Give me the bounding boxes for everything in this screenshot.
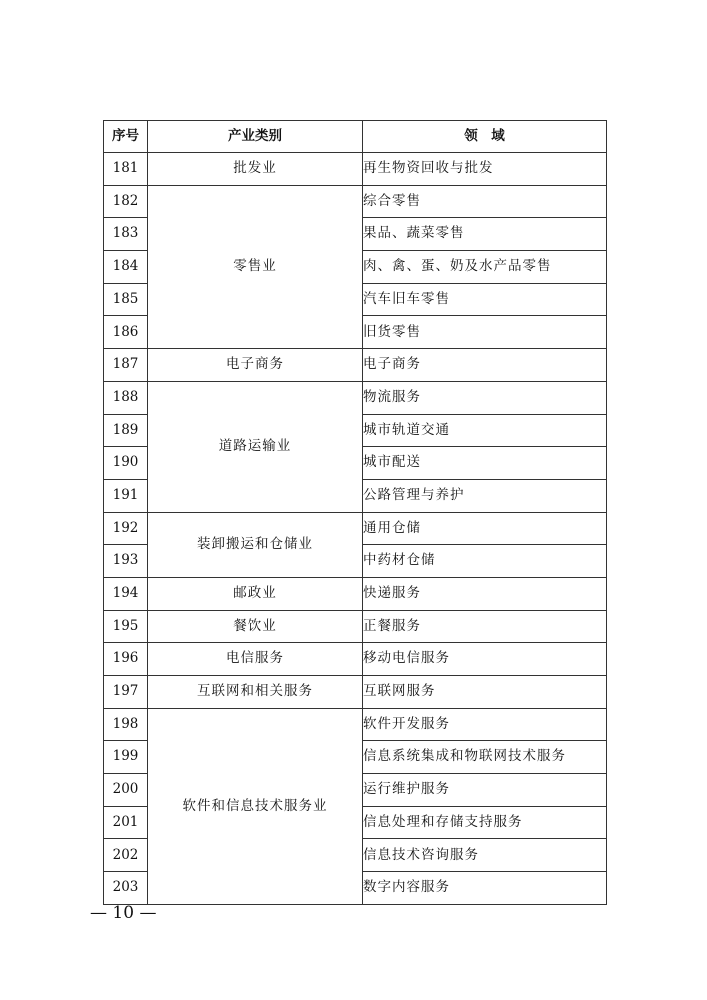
row-number: 188 — [104, 381, 148, 414]
industry-category: 装卸搬运和仓储业 — [148, 512, 363, 577]
table-row — [104, 577, 607, 610]
header-category: 产业类别 — [148, 121, 363, 153]
row-number: 181 — [104, 153, 148, 186]
industry-category: 道路运输业 — [148, 381, 363, 512]
field-cell: 果品、蔬菜零售 — [363, 218, 607, 251]
row-number: 192 — [104, 512, 148, 545]
industry-category: 餐饮业 — [148, 610, 363, 643]
row-number: 198 — [104, 708, 148, 741]
row-number: 196 — [104, 643, 148, 676]
row-number: 184 — [104, 251, 148, 284]
field-cell: 移动电信服务 — [363, 643, 607, 676]
field-cell: 信息处理和存储支持服务 — [363, 806, 607, 839]
field-cell: 运行维护服务 — [363, 774, 607, 807]
industry-category: 电子商务 — [148, 349, 363, 382]
row-number: 183 — [104, 218, 148, 251]
field-cell: 旧货零售 — [363, 316, 607, 349]
field-cell: 物流服务 — [363, 381, 607, 414]
field-cell: 再生物资回收与批发 — [363, 153, 607, 186]
industry-category: 零售业 — [148, 185, 363, 348]
field-cell: 城市配送 — [363, 447, 607, 480]
field-cell: 公路管理与养护 — [363, 479, 607, 512]
header-index: 序号 — [104, 121, 148, 153]
row-number: 199 — [104, 741, 148, 774]
industry-category: 批发业 — [148, 153, 363, 186]
industry-table — [103, 120, 607, 905]
field-cell: 信息技术咨询服务 — [363, 839, 607, 872]
table-body — [104, 153, 607, 905]
field-cell: 电子商务 — [363, 349, 607, 382]
industry-category: 软件和信息技术服务业 — [148, 708, 363, 904]
table-row — [104, 381, 607, 414]
field-cell: 正餐服务 — [363, 610, 607, 643]
field-cell: 通用仓储 — [363, 512, 607, 545]
table-row — [104, 153, 607, 186]
row-number: 189 — [104, 414, 148, 447]
row-number: 187 — [104, 349, 148, 382]
table-row — [104, 349, 607, 382]
header-row — [104, 121, 607, 153]
industry-category: 邮政业 — [148, 577, 363, 610]
row-number: 197 — [104, 676, 148, 709]
table-row — [104, 643, 607, 676]
industry-category: 互联网和相关服务 — [148, 676, 363, 709]
table-row — [104, 676, 607, 709]
row-number: 190 — [104, 447, 148, 480]
field-cell: 综合零售 — [363, 185, 607, 218]
row-number: 193 — [104, 545, 148, 578]
table-row — [104, 610, 607, 643]
row-number: 182 — [104, 185, 148, 218]
field-cell: 信息系统集成和物联网技术服务 — [363, 741, 607, 774]
row-number: 203 — [104, 872, 148, 905]
row-number: 200 — [104, 774, 148, 807]
row-number: 201 — [104, 806, 148, 839]
row-number: 186 — [104, 316, 148, 349]
field-cell: 肉、禽、蛋、奶及水产品零售 — [363, 251, 607, 284]
industry-category: 电信服务 — [148, 643, 363, 676]
row-number: 195 — [104, 610, 148, 643]
field-cell: 城市轨道交通 — [363, 414, 607, 447]
field-cell: 汽车旧车零售 — [363, 283, 607, 316]
field-cell: 互联网服务 — [363, 676, 607, 709]
page-number: — 10 — — [90, 903, 157, 923]
field-cell: 快递服务 — [363, 577, 607, 610]
row-number: 194 — [104, 577, 148, 610]
field-cell: 软件开发服务 — [363, 708, 607, 741]
header-field: 领 域 — [363, 121, 607, 153]
field-cell: 中药材仓储 — [363, 545, 607, 578]
field-cell: 数字内容服务 — [363, 872, 607, 905]
row-number: 185 — [104, 283, 148, 316]
table-row — [104, 185, 607, 218]
row-number: 191 — [104, 479, 148, 512]
row-number: 202 — [104, 839, 148, 872]
table-row — [104, 512, 607, 545]
table-row — [104, 708, 607, 741]
